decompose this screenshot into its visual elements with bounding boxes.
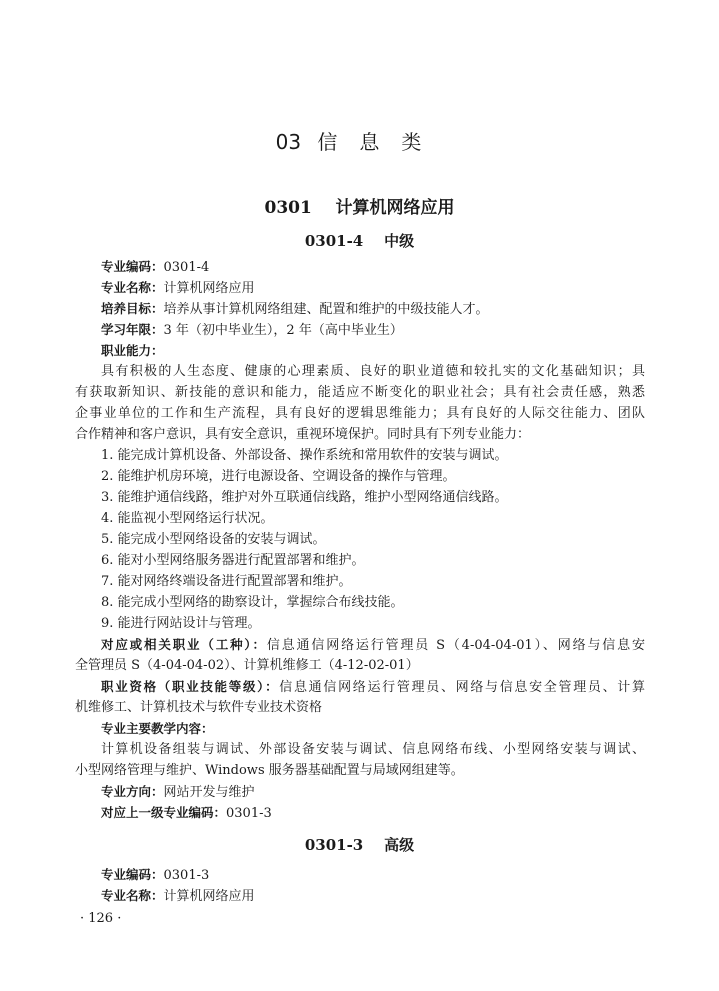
major-code-row [101,866,209,885]
ability-paragraph-line: 有获取新知识、新技能的意识和能力，能适应不断变化的职业社会；具有社会责任感，熟悉 [75,385,645,400]
section-code: 0301 [264,198,312,218]
ability-item: 4. 能监视小型网络运行状况。 [101,511,274,526]
teaching-content-heading [101,720,214,739]
major-name-row [101,887,255,906]
major-name-row [101,279,255,298]
ability-paragraph-line: 合作精神和客户意识，具有安全意识，重视环境保护。同时具有下列专业能力： [75,427,531,442]
ability-item: 5. 能完成小型网络设备的安装与调试。 [101,532,326,547]
training-goal-row [101,300,489,319]
related-jobs-continuation: 全管理员 S（4-04-04-02）、计算机维修工（4-12-02-01） [75,658,419,673]
level-name: 中级 [384,232,415,250]
page-number: · 126 · [80,911,122,926]
field-label: 专业编码： [101,867,164,882]
field-value: 3 年（初中毕业生），2 年（高中毕业生） [163,323,403,338]
field-value: 0301-3 [226,806,272,821]
ability-heading [101,342,164,361]
field-label: 职业资格（职业技能等级）： [101,679,280,694]
related-jobs-row [101,636,645,655]
ability-item: 2. 能维护机房环境，进行电源设备、空调设备的操作与管理。 [101,469,456,484]
qualification-continuation: 机维修工、计算机技术与软件专业技术资格 [75,700,323,715]
ability-item: 3. 能维护通信线路，维护对外互联通信线路，维护小型网络通信线路。 [101,490,508,505]
field-value: 信息通信网络运行管理员 S（4-04-04-01）、网络与信息安 [266,638,645,653]
level-heading-high [0,834,719,855]
field-value: 信息通信网络运行管理员、网络与信息安全管理员、计算 [279,680,645,695]
chapter-name: 信息类 [317,130,444,154]
field-value: 培养从事计算机网络组建、配置和维护的中级技能人才。 [163,302,489,317]
field-label: 专业方向： [101,784,164,799]
field-label: 专业主要教学内容： [101,721,214,736]
ability-item: 9. 能进行网站设计与管理。 [101,616,261,631]
field-value: 0301-3 [163,868,210,883]
field-label: 专业名称： [101,888,164,903]
upper-level-code-row [101,804,272,823]
field-label: 专业编码： [101,259,164,274]
level-code: 0301-4 [304,232,364,250]
teaching-content-line: 计算机设备组装与调试、外部设备安装与调试、信息网络布线、小型网络安装与调试、 [101,742,645,757]
level-heading-mid [0,230,719,251]
field-value: 网站开发与维护 [163,785,255,800]
field-label: 对应或相关职业（工种）： [101,637,267,652]
section-title [0,193,719,218]
level-code: 0301-3 [304,836,364,854]
direction-row [101,783,255,802]
major-code-row [101,258,209,277]
ability-paragraph-line: 具有积极的人生态度、健康的心理素质、良好的职业道德和较扎实的文化基础知识；具 [101,364,645,379]
teaching-content-line: 小型网络管理与维护、Windows 服务器基础配置与局域网组建等。 [75,763,464,778]
field-value: 0301-4 [163,260,210,275]
ability-item: 1. 能完成计算机设备、外部设备、操作系统和常用软件的安装与调试。 [101,448,508,463]
qualification-row [101,678,645,697]
chapter-number: 03 [275,130,302,154]
ability-item: 6. 能对小型网络服务器进行配置部署和维护。 [101,553,365,568]
section-name: 计算机网络应用 [335,198,455,218]
field-label: 职业能力： [101,343,164,358]
field-label: 专业名称： [101,280,164,295]
field-value: 计算机网络应用 [163,889,255,904]
field-label: 培养目标： [101,301,164,316]
study-years-row [101,321,403,340]
ability-item: 7. 能对网络终端设备进行配置部署和维护。 [101,574,352,589]
field-value: 计算机网络应用 [163,281,255,296]
ability-paragraph-line: 企事业单位的工作和生产流程，具有良好的逻辑思维能力；具有良好的人际交往能力、团队 [75,406,645,421]
field-label: 对应上一级专业编码： [101,805,227,820]
field-label: 学习年限： [101,322,164,337]
ability-item: 8. 能完成小型网络的勘察设计，掌握综合布线技能。 [101,595,404,610]
chapter-title [0,126,719,155]
level-name: 高级 [384,836,415,854]
